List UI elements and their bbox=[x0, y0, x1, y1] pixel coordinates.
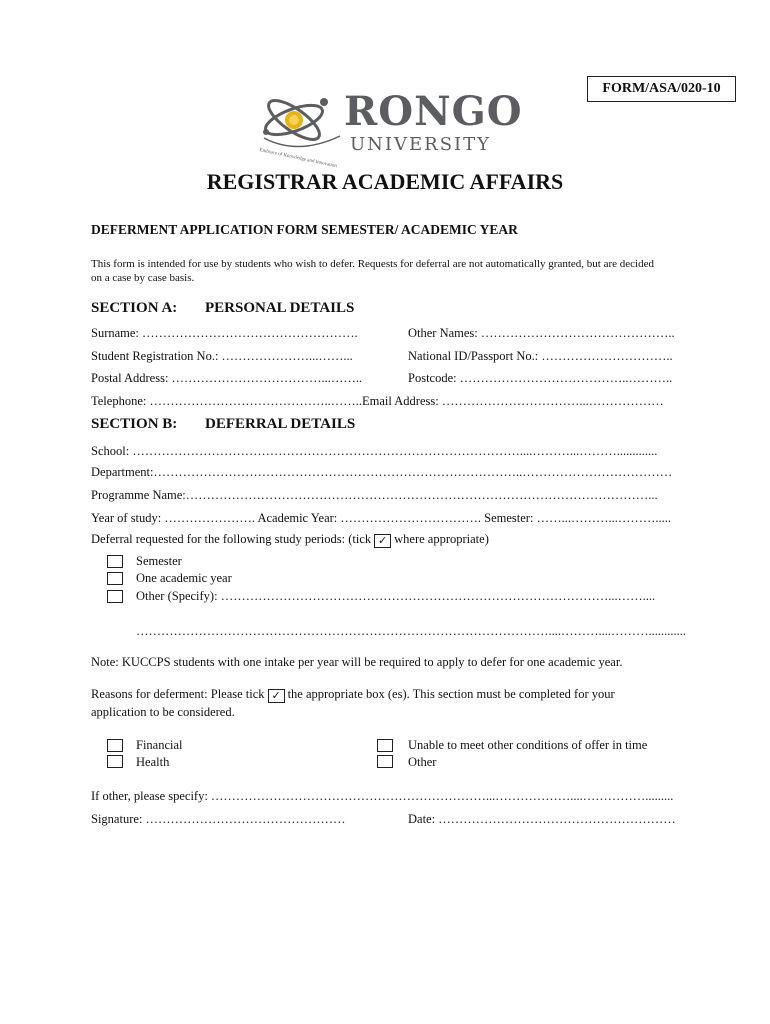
financial-checkbox[interactable] bbox=[107, 739, 123, 752]
health-label: Health bbox=[136, 755, 170, 769]
other-reason-label: Other bbox=[408, 755, 437, 769]
section-b-label: SECTION B: bbox=[91, 416, 178, 432]
intro-line-2: on a case by case basis. bbox=[91, 272, 195, 284]
postal-address-field[interactable]: Postal Address: ………………………………...…….. bbox=[91, 371, 363, 385]
registration-no-field[interactable]: Student Registration No.: …………………...……... bbox=[91, 349, 353, 363]
if-other-specify-field[interactable]: If other, please specify: …………………………………………………………...………………....……………......... bbox=[91, 789, 674, 803]
unable-conditions-checkbox[interactable] bbox=[377, 739, 393, 752]
signature-field[interactable]: Signature: ………………………………………… bbox=[91, 812, 346, 826]
reasons-instruction bbox=[91, 687, 615, 703]
department-field[interactable]: Department:……………………………………………………………………………..……………………………… bbox=[91, 465, 673, 479]
deferral-instruction-prefix: Deferral requested for the following study periods: (tick bbox=[91, 532, 372, 546]
telephone-email-field[interactable]: Telephone: ……………………………………..……..Email Address: ……………………………...……………… bbox=[91, 394, 664, 408]
other-period-specify-field[interactable]: Other (Specify): …………………………………………………………………………………...…….... bbox=[136, 589, 656, 603]
unable-conditions-label: Unable to meet other conditions of offer in time bbox=[408, 738, 648, 752]
semester-label: Semester bbox=[136, 554, 182, 568]
logo-motto: Embrace of Knowledge and Innovation bbox=[258, 148, 338, 170]
form-code: FORM/ASA/020-10 bbox=[587, 76, 736, 102]
section-a-label: SECTION A: bbox=[91, 300, 178, 316]
other-period-checkbox[interactable] bbox=[107, 590, 123, 603]
intro-text bbox=[91, 257, 691, 285]
national-id-field[interactable]: National ID/Passport No.: ………………………….. bbox=[408, 349, 673, 363]
tick-example-icon: ✓ bbox=[374, 534, 391, 548]
page-title: REGISTRAR ACADEMIC AFFAIRS bbox=[206, 169, 564, 194]
year-academic-semester-field[interactable]: Year of study: …………………. Academic Year: ……………………………. Semester: ……...………...………..... bbox=[91, 511, 671, 525]
reasons-instruction-suffix: the appropriate box (es). This section must be completed for your bbox=[287, 687, 615, 701]
one-academic-year-label: One academic year bbox=[136, 571, 232, 585]
logo-name-bottom: UNIVERSITY bbox=[350, 134, 492, 155]
one-academic-year-checkbox[interactable] bbox=[107, 572, 123, 585]
surname-field[interactable]: Surname: ……………………………………………. bbox=[91, 326, 358, 340]
other-names-field[interactable]: Other Names: ……………………………………….. bbox=[408, 326, 675, 340]
section-b-title: DEFERRAL DETAILS bbox=[205, 416, 356, 432]
kuccps-note: Note: KUCCPS students with one intake per year will be required to apply to defer for one academic year. bbox=[91, 655, 623, 669]
form-subtitle: DEFERMENT APPLICATION FORM SEMESTER/ ACADEMIC YEAR bbox=[91, 222, 518, 237]
other-reason-checkbox[interactable] bbox=[377, 755, 393, 768]
date-field[interactable]: Date: ………………………………………………… bbox=[408, 812, 676, 826]
deferral-instruction bbox=[91, 532, 489, 548]
postcode-field[interactable]: Postcode: …………………………………..……….. bbox=[408, 371, 673, 385]
programme-field[interactable]: Programme Name:…………………………………………………………………………………………………... bbox=[91, 488, 658, 502]
school-field[interactable]: School: …………………………………………………………………………………....………...………............. bbox=[91, 444, 658, 458]
university-logo bbox=[258, 88, 523, 170]
semester-checkbox[interactable] bbox=[107, 555, 123, 568]
reasons-instruction-line-2: application to be considered. bbox=[91, 705, 235, 719]
financial-label: Financial bbox=[136, 738, 183, 752]
intro-line-1: This form is intended for use by students who wish to defer. Requests for deferral are not automatically granted, but are decided bbox=[91, 258, 654, 270]
tick-example-icon: ✓ bbox=[268, 689, 285, 703]
other-period-continuation-field[interactable]: ………………………………………………………………………………………....………....………............ bbox=[136, 624, 686, 638]
logo-name-top: RONGO bbox=[344, 88, 523, 135]
section-a-title: PERSONAL DETAILS bbox=[205, 300, 355, 316]
deferral-instruction-suffix: where appropriate) bbox=[394, 532, 489, 546]
reasons-instruction-prefix: Reasons for deferment: Please tick bbox=[91, 687, 265, 701]
health-checkbox[interactable] bbox=[107, 755, 123, 768]
